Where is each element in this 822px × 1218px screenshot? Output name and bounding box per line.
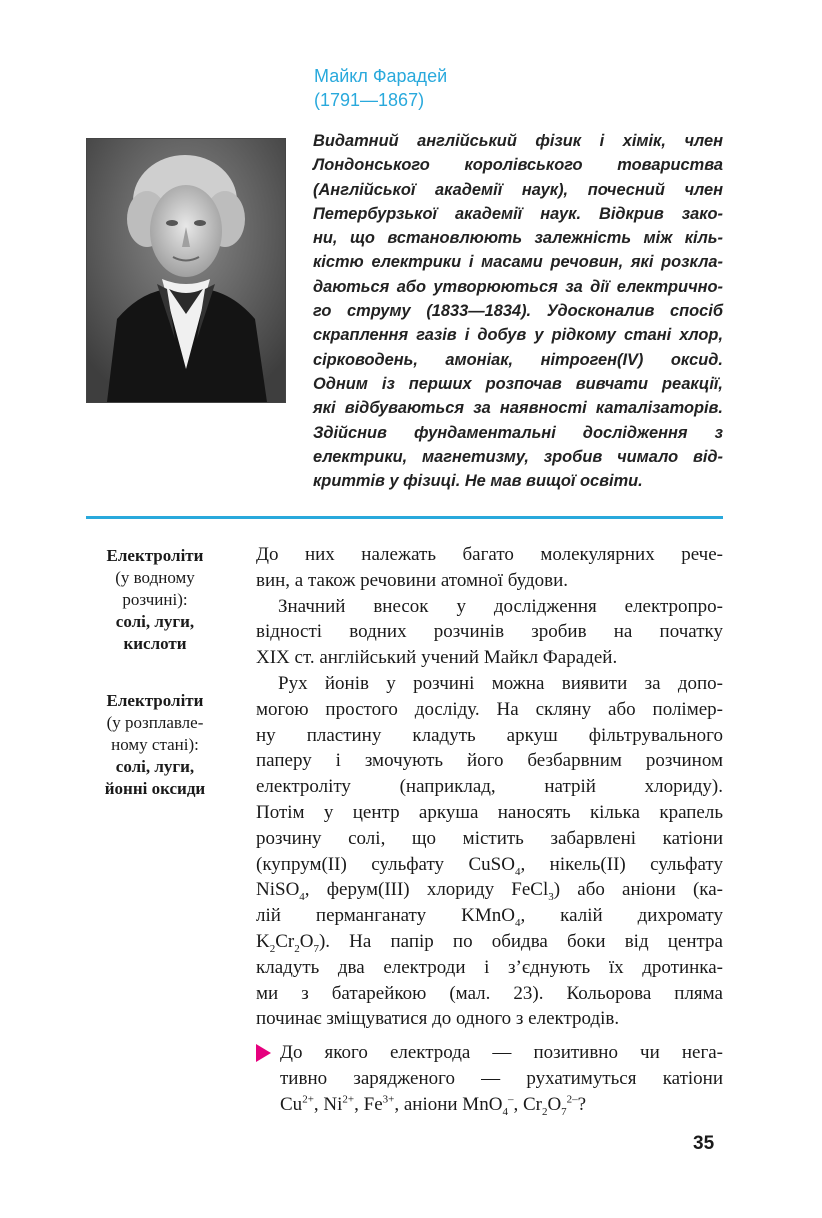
paragraph-1 bbox=[256, 542, 723, 594]
text-fragment: O bbox=[299, 930, 314, 952]
subscript: 4 bbox=[299, 891, 305, 904]
bio-line: сірководень, амоніак, нітроген(IV) оксид. bbox=[313, 350, 723, 369]
text-line: До них належать багато молекулярних рече- bbox=[256, 544, 723, 565]
charge: 2+ bbox=[342, 1093, 355, 1106]
charge: 2– bbox=[566, 1093, 578, 1106]
question-line-formula bbox=[280, 1092, 723, 1118]
bio-line: скраплення газів і добув у рідкому стані хлор, bbox=[313, 326, 723, 345]
question-line: тивно зарядженого — рухатимуться катіони bbox=[280, 1067, 723, 1089]
portrait-image bbox=[86, 138, 286, 403]
bio-line: які відбуваються за наявності каталізаторів. bbox=[313, 399, 723, 418]
text-line: вин, а також речовини атомної будови. bbox=[256, 569, 569, 591]
text-line: могою простого досліду. На скляну або полімер- bbox=[256, 698, 723, 720]
text-fragment: Cr bbox=[275, 930, 295, 952]
text-fragment: K bbox=[256, 930, 270, 952]
bio-line: криттів у фізиці. Не мав вищої освіти. bbox=[313, 472, 643, 491]
section-divider bbox=[86, 516, 723, 519]
bio-line: го струму (1833—1834). Удосконалив спосіб bbox=[313, 302, 723, 321]
charge: 3+ bbox=[382, 1093, 395, 1106]
text-line: Значний внесок у дослідження електропро- bbox=[278, 595, 723, 617]
subscript: 2 bbox=[269, 942, 276, 955]
text-line: XIX ст. англійський учений Майкл Фарадей. bbox=[256, 647, 618, 669]
page-number: 35 bbox=[693, 1133, 715, 1154]
question-block bbox=[256, 1040, 723, 1117]
question-text bbox=[280, 1040, 723, 1117]
margin-note-heading: Електроліти bbox=[106, 691, 204, 710]
subscript: 4 bbox=[502, 1105, 508, 1118]
ion-fe: , Fe bbox=[354, 1093, 383, 1115]
text-fragment: ). На папір по обидва боки від центра bbox=[318, 930, 723, 952]
text-line: починає зміщуватися до одного з електродів. bbox=[256, 1008, 620, 1030]
text-line: електроліту (наприклад, натрій хлориду). bbox=[256, 776, 723, 798]
bio-line: електрики, магнетизму, зробив чимало від- bbox=[313, 447, 723, 466]
bio-line: Одним із перших розпочав вивчати реакції, bbox=[313, 374, 723, 393]
text-fragment: ) або аніони (ка- bbox=[553, 879, 723, 901]
subscript: 3 bbox=[548, 891, 554, 904]
subscript: 7 bbox=[561, 1105, 567, 1118]
margin-note-bold: солі, луги, bbox=[115, 757, 195, 776]
margin-note-bold: солі, луги, bbox=[115, 612, 195, 631]
bio-name-block bbox=[314, 64, 447, 112]
text-line: розчину солі, що містить забарвлені катіони bbox=[256, 827, 723, 849]
charge: – bbox=[507, 1093, 514, 1106]
margin-note-molten bbox=[80, 690, 230, 800]
bio-line: Лондонського королівського товариства bbox=[313, 156, 723, 175]
text-fragment: , ферум(III) хлориду FeCl bbox=[304, 879, 549, 901]
margin-note-heading: Електроліти bbox=[106, 546, 204, 565]
text-line: паперу і змочують його безбарвним розчином bbox=[256, 750, 723, 772]
margin-note-sub: ному стані): bbox=[111, 735, 199, 754]
question-line: До якого електрода — позитивно чи нега- bbox=[280, 1042, 723, 1063]
text-fragment: , нікель(II) сульфату bbox=[520, 853, 723, 875]
bio-line: Здійснив фундаментальні дослідження з bbox=[313, 423, 723, 442]
margin-note-aqueous bbox=[80, 545, 230, 655]
ion-cr: , Cr bbox=[513, 1093, 542, 1115]
bio-line: Петербурзької академії наук. Відкрив зако- bbox=[313, 204, 723, 223]
question-arrow-icon bbox=[256, 1044, 271, 1062]
paragraph-2 bbox=[256, 594, 723, 671]
bio-line: (Англійської академії наук), почесний член bbox=[313, 180, 723, 199]
text-line-formula bbox=[256, 903, 723, 929]
margin-note-bold: кислоти bbox=[123, 634, 187, 653]
bio-line: Видатний англійський фізик і хімік, член bbox=[313, 132, 723, 150]
margin-note-sub: (у розплавле- bbox=[106, 713, 204, 732]
bio-line: ни, що встановлюють залежність між кіль- bbox=[313, 229, 723, 248]
paragraph-3 bbox=[256, 671, 723, 1032]
portrait-drawing bbox=[87, 139, 285, 402]
text-fragment: (купрум(II) сульфату CuSO bbox=[256, 853, 515, 875]
text-fragment: лій перманганату KMnO bbox=[256, 905, 515, 927]
bio-text bbox=[313, 129, 723, 493]
bio-name: Майкл Фарадей bbox=[314, 66, 448, 86]
question-mark: ? bbox=[577, 1093, 587, 1115]
text-fragment: , калій дихромату bbox=[520, 905, 723, 927]
subscript: 7 bbox=[313, 942, 319, 955]
anions-label: , аніони MnO bbox=[394, 1093, 503, 1115]
ion-cu: Cu bbox=[280, 1093, 303, 1115]
text-line-formula bbox=[256, 852, 723, 878]
subscript: 4 bbox=[514, 916, 521, 929]
ion-o: O bbox=[547, 1093, 562, 1115]
text-line: відності водних розчинів зробив на початку bbox=[256, 621, 723, 643]
subscript: 2 bbox=[294, 942, 300, 955]
main-text bbox=[256, 542, 723, 1032]
text-line-formula bbox=[256, 877, 723, 903]
charge: 2+ bbox=[302, 1093, 314, 1106]
text-fragment: NiSO bbox=[256, 879, 300, 901]
text-line-formula bbox=[256, 929, 723, 955]
text-line: Рух йонів у розчині можна виявити за допо- bbox=[278, 672, 723, 694]
text-line: ми з батарейкою (мал. 23). Кольорова пляма bbox=[256, 982, 723, 1004]
margin-note-bold: йонні оксиди bbox=[104, 779, 206, 798]
text-line: Потім у центр аркуша наносять кілька крапель bbox=[256, 801, 723, 823]
bio-line: даються або утворюються за дії електрично- bbox=[313, 277, 723, 296]
text-line: ну пластину кладуть аркуш фільтрувального bbox=[256, 724, 723, 746]
subscript: 4 bbox=[514, 865, 521, 878]
ion-ni: , Ni bbox=[313, 1093, 343, 1115]
margin-note-sub: (у водному bbox=[115, 568, 195, 587]
subscript: 2 bbox=[541, 1105, 548, 1118]
text-line: кладуть два електроди і з’єднують їх дротинка- bbox=[256, 956, 723, 978]
margin-note-sub: розчині): bbox=[122, 590, 188, 609]
bio-years: (1791—1867) bbox=[314, 90, 425, 110]
bio-line: кістю електрики і масами речовин, які розкла- bbox=[313, 253, 723, 272]
